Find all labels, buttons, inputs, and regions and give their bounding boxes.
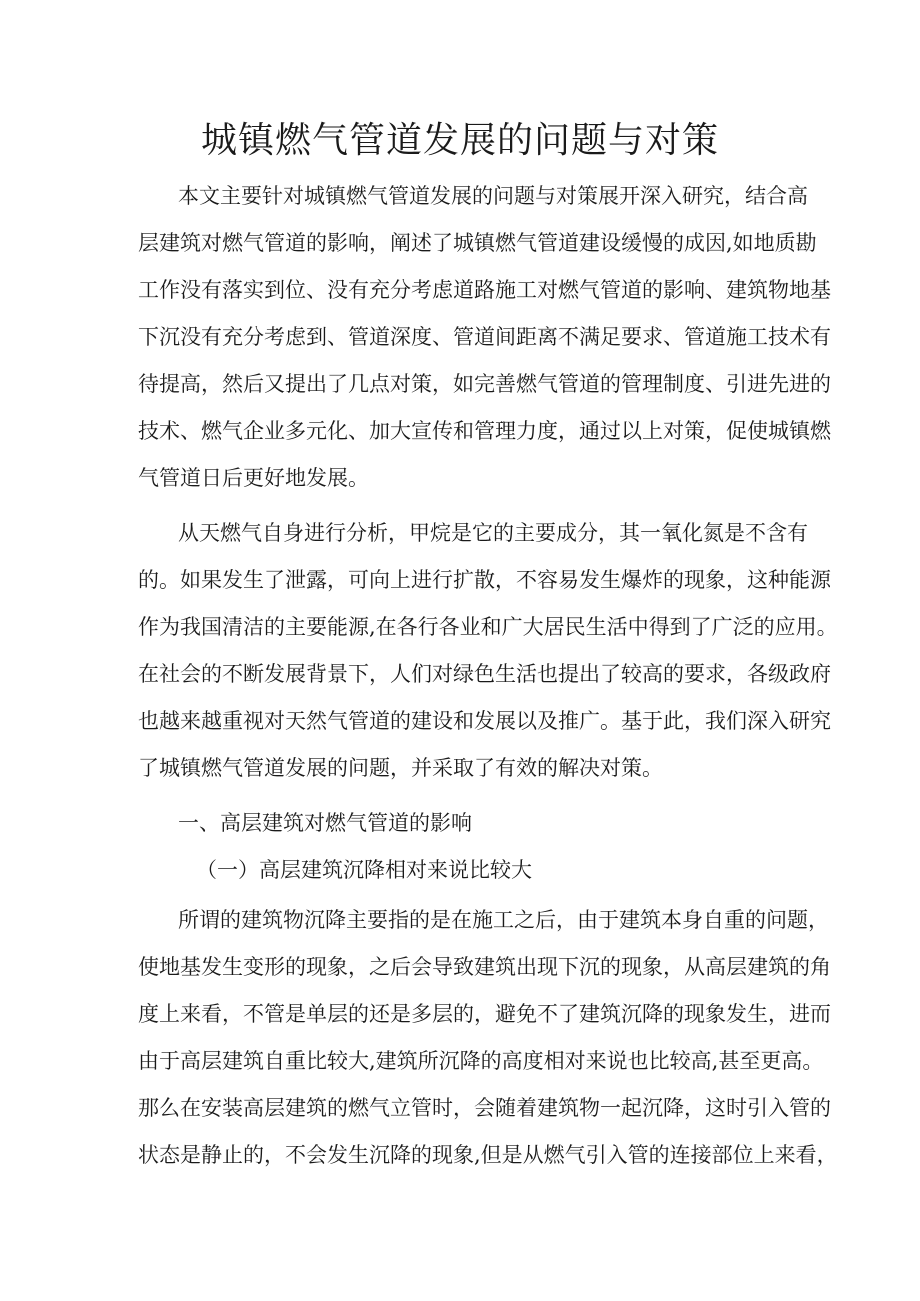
document-title: 城镇燃气管道发展的问题与对策: [200, 120, 719, 161]
subsection-heading: （一）高层建筑沉降相对来说比较大: [196, 858, 532, 882]
abstract-line: 工作没有落实到位、没有充分考虑道路施工对燃气管道的影响、建筑物地基: [138, 278, 831, 302]
section-line: 度上来看，不管是单层的还是多层的，避免不了建筑沉降的现象发生，进而: [138, 1002, 831, 1026]
section-heading: 一、高层建筑对燃气管道的影响: [178, 811, 472, 835]
section-line: 所谓的建筑物沉降主要指的是在施工之后，由于建筑本身自重的问题，: [178, 908, 829, 932]
intro-line: 在社会的不断发展背景下，人们对绿色生活也提出了较高的要求，各级政府: [138, 662, 831, 686]
abstract-line: 气管道日后更好地发展。: [138, 466, 369, 490]
intro-line: 作为我国清洁的主要能源,在各行各业和广大居民生活中得到了广泛的应用。: [138, 615, 838, 639]
section-line: 那么在安装高层建筑的燃气立管时，会随着建筑物一起沉降，这时引入管的: [138, 1096, 831, 1120]
intro-line: 了城镇燃气管道发展的问题，并采取了有效的解决对策。: [138, 756, 663, 780]
intro-line: 也越来越重视对天然气管道的建设和发展以及推广。基于此，我们深入研究: [138, 709, 831, 733]
section-line: 使地基发生变形的现象，之后会导致建筑出现下沉的现象，从高层建筑的角: [138, 955, 831, 979]
abstract-line: 层建筑对燃气管道的影响，阐述了城镇燃气管道建设缓慢的成因,如地质勘: [138, 231, 817, 255]
section-line: 由于高层建筑自重比较大,建筑所沉降的高度相对来说也比较高,甚至更高。: [138, 1049, 824, 1073]
intro-line: 的。如果发生了泄露，可向上进行扩散，不容易发生爆炸的现象，这种能源: [138, 568, 831, 592]
abstract-line: 待提高，然后又提出了几点对策，如完善燃气管道的管理制度、引进先进的: [138, 372, 831, 396]
intro-line: 从天燃气自身进行分析，甲烷是它的主要成分，其一氧化氮是不含有: [178, 521, 808, 545]
section-line: 状态是静止的，不会发生沉降的现象,但是从燃气引入管的连接部位上来看，: [138, 1143, 838, 1167]
abstract-line: 技术、燃气企业多元化、加大宣传和管理力度，通过以上对策，促使城镇燃: [138, 419, 831, 443]
abstract-line: 下沉没有充分考虑到、管道深度、管道间距离不满足要求、管道施工技术有: [138, 325, 831, 349]
abstract-line: 本文主要针对城镇燃气管道发展的问题与对策展开深入研究，结合高: [178, 184, 808, 208]
